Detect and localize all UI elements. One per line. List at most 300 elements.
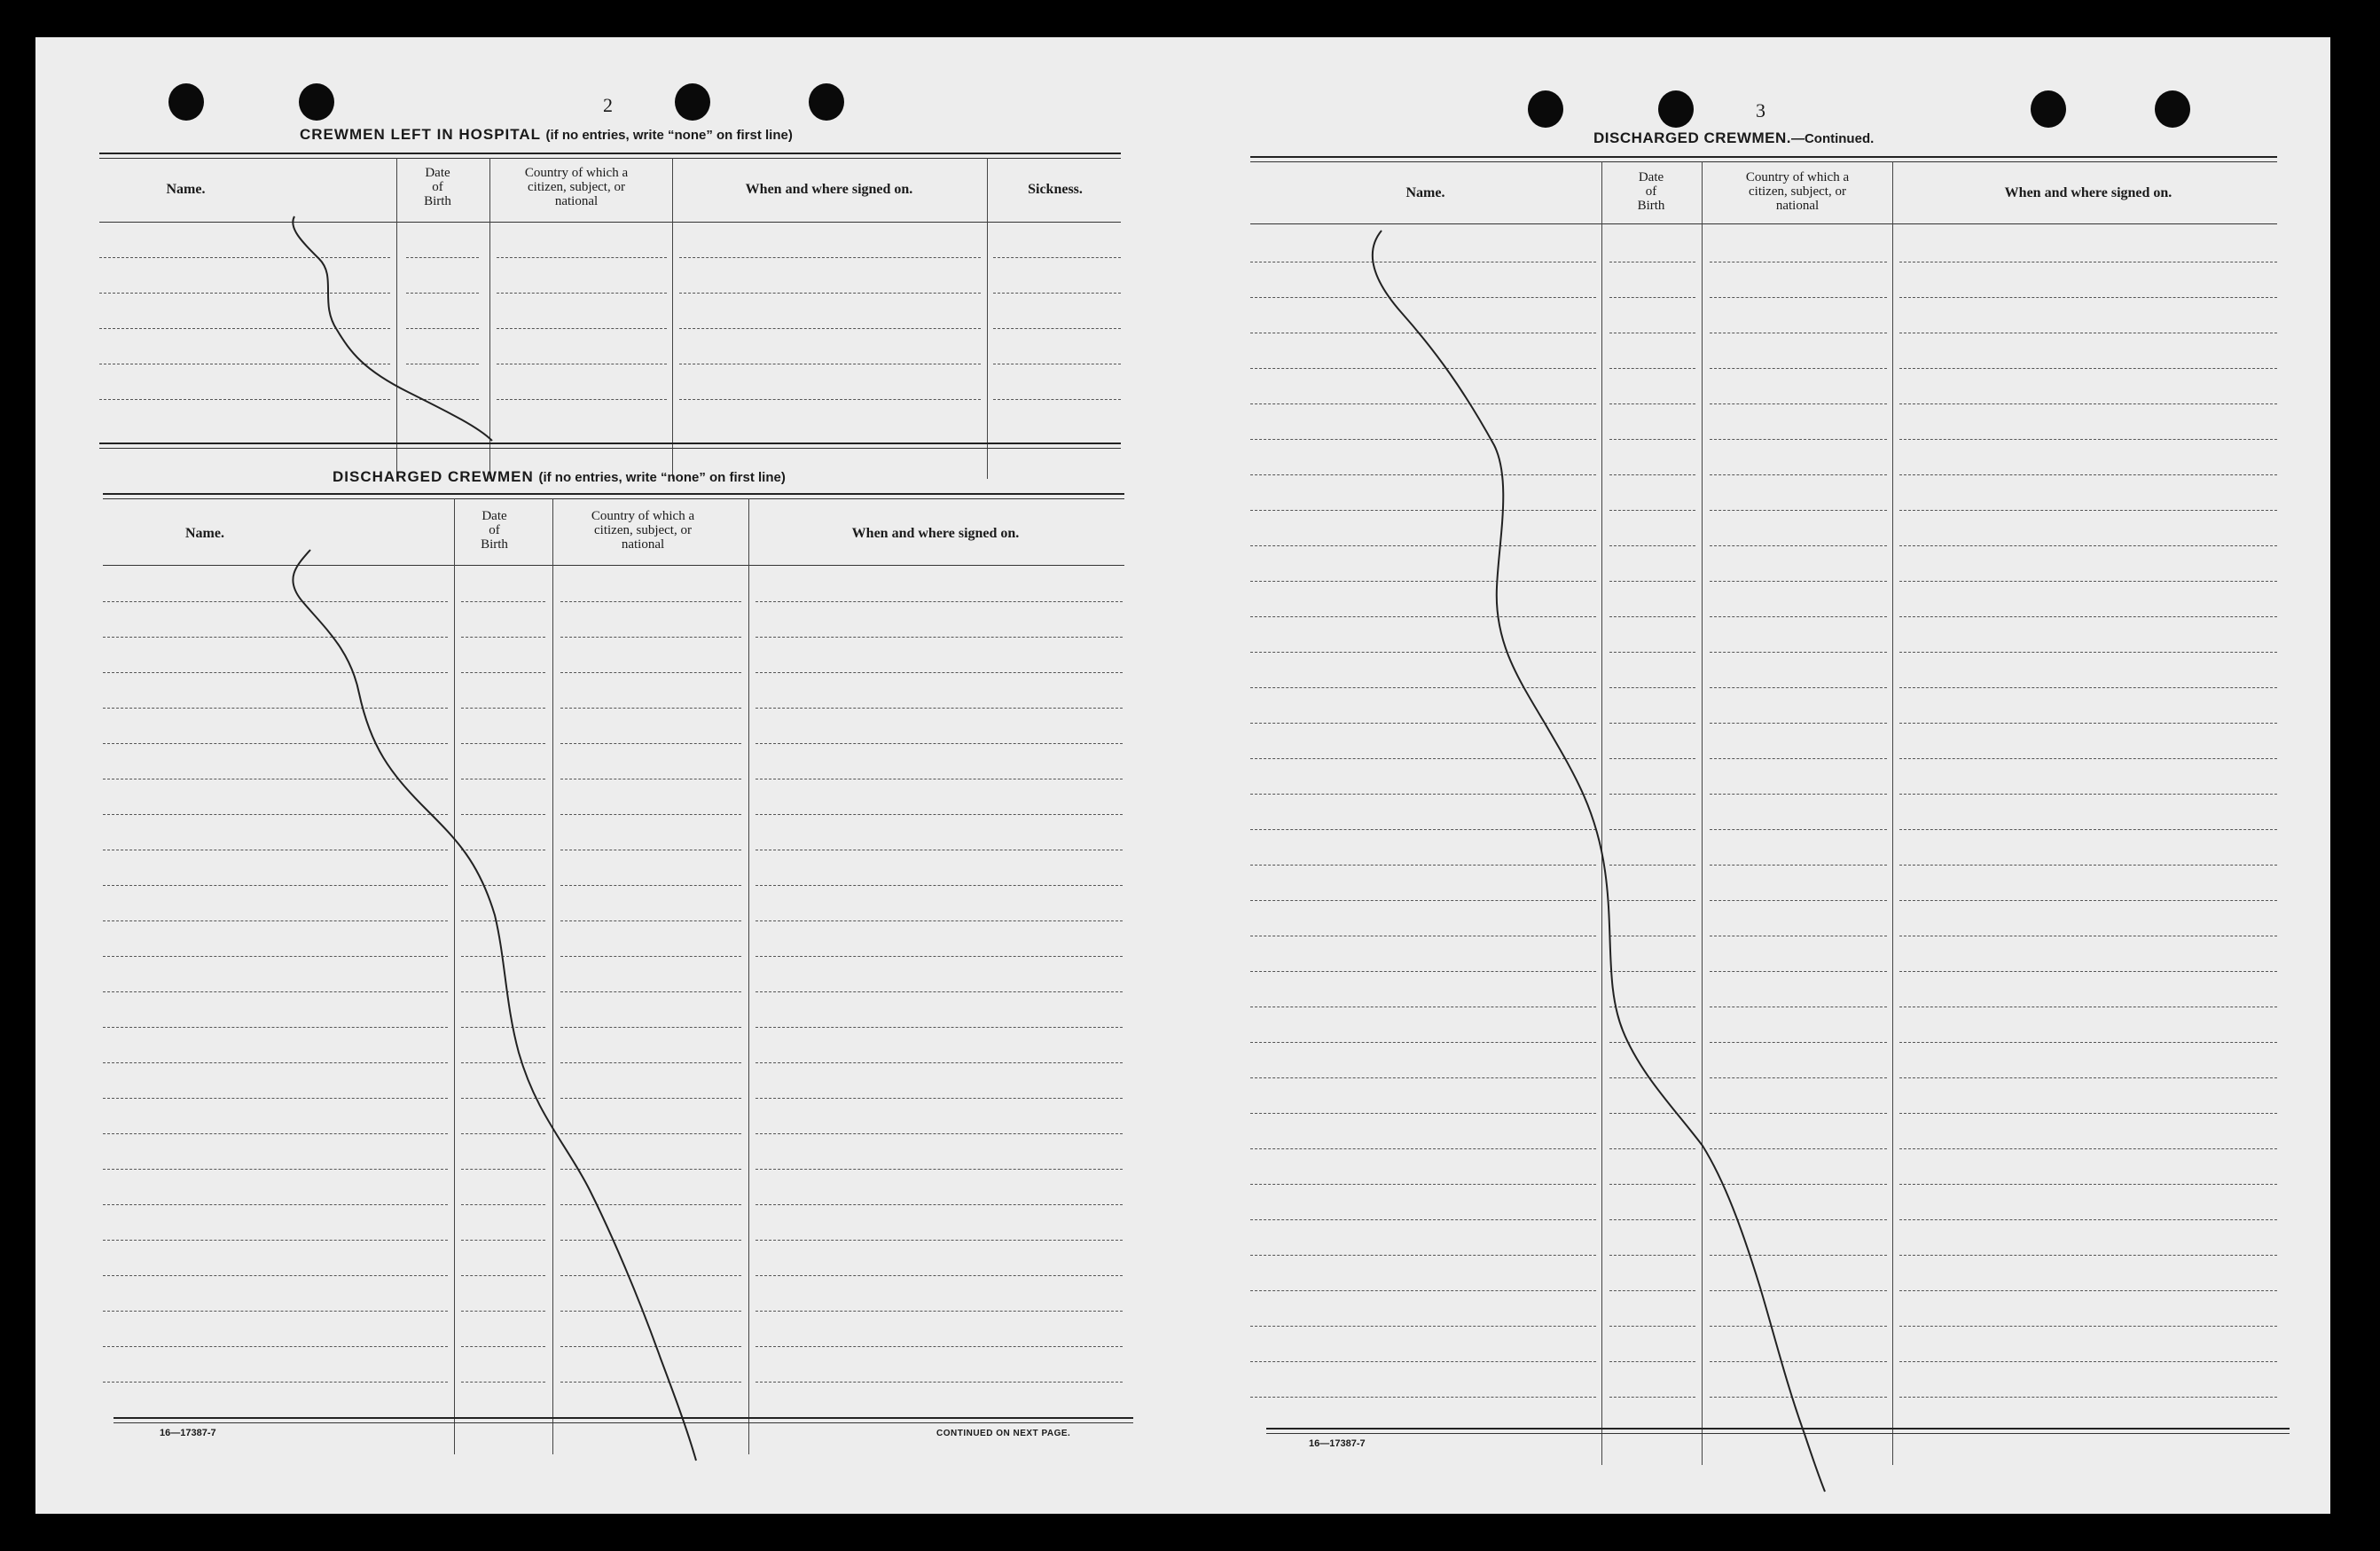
discharged-entry-line	[103, 1275, 448, 1276]
right-entry-line	[1609, 474, 1695, 475]
discharged-entry-line	[461, 637, 545, 638]
discharged-entry-line	[560, 1133, 741, 1134]
discharged-entry-line	[103, 991, 448, 992]
hospital-col-dob	[395, 166, 480, 208]
discharged-entry-line	[461, 991, 545, 992]
country-line: Country of which a	[524, 166, 629, 180]
right-entry-line	[1250, 900, 1596, 901]
discharged-entry-line	[560, 743, 741, 744]
discharged-entry-line	[103, 1133, 448, 1134]
discharged-entry-line	[103, 885, 448, 886]
discharged-entry-line	[103, 1169, 448, 1170]
discharged-entry-line	[755, 743, 1123, 744]
discharged-entry-line	[560, 708, 741, 709]
right-entry-line	[1609, 616, 1695, 617]
discharged-bottom-rule	[114, 1417, 1133, 1419]
hospital-col-name: Name.	[166, 182, 206, 197]
hospital-bottom-rule-2	[99, 448, 1121, 449]
right-entry-line	[1710, 1397, 1887, 1398]
discharged-entry-line	[755, 601, 1123, 602]
right-entry-line	[1250, 1148, 1596, 1149]
right-entry-line	[1609, 1361, 1695, 1362]
discharged-entry-line	[103, 637, 448, 638]
right-entry-line	[1250, 1326, 1596, 1327]
right-entry-line	[1609, 1113, 1695, 1114]
discharged-entry-line	[461, 743, 545, 744]
dob-line: of	[432, 180, 443, 194]
right-entry-line	[1250, 758, 1596, 759]
right-entry-line	[1250, 1042, 1596, 1043]
right-entry-line	[1609, 439, 1695, 440]
hospital-entry-line	[406, 293, 479, 294]
right-entry-line	[1899, 687, 2277, 688]
discharged-entry-line	[461, 1346, 545, 1347]
right-entry-line	[1609, 1255, 1695, 1256]
discharged-entry-line	[560, 1062, 741, 1063]
discharged-entry-line	[103, 601, 448, 602]
hospital-entry-line	[497, 399, 667, 400]
right-entry-line	[1710, 1077, 1887, 1078]
right-col-dob	[1602, 170, 1700, 213]
right-entry-line	[1250, 581, 1596, 582]
right-entry-line	[1250, 510, 1596, 511]
punch-hole	[299, 83, 334, 121]
punch-hole	[809, 83, 844, 121]
right-entry-line	[1609, 723, 1695, 724]
right-entry-line	[1710, 687, 1887, 688]
right-entry-line	[1899, 1326, 2277, 1327]
discharged-entry-line	[560, 991, 741, 992]
country-line: citizen, subject, or	[594, 523, 692, 537]
discharged-col-divider	[748, 498, 749, 1454]
discharged-entry-line	[560, 1240, 741, 1241]
discharged-entry-line	[560, 601, 741, 602]
dob-line: Date	[425, 166, 450, 180]
discharged-entry-line	[755, 1275, 1123, 1276]
hospital-entry-line	[993, 399, 1121, 400]
discharged-entry-line	[755, 991, 1123, 992]
right-entry-line	[1609, 687, 1695, 688]
right-entry-line	[1899, 439, 2277, 440]
right-entry-line	[1899, 368, 2277, 369]
hospital-section-title	[300, 126, 793, 144]
right-entry-line	[1609, 1184, 1695, 1185]
hospital-entry-line	[99, 328, 390, 329]
right-entry-line	[1250, 865, 1596, 866]
punch-hole	[2155, 90, 2190, 128]
discharged-entry-line	[755, 1204, 1123, 1205]
right-entry-line	[1710, 900, 1887, 901]
right-entry-line	[1609, 1042, 1695, 1043]
discharged-entry-line	[461, 1169, 545, 1170]
discharged-entry-line	[461, 920, 545, 921]
discharged-top-rule-2	[103, 498, 1124, 499]
discharged-col-name: Name.	[185, 526, 224, 541]
right-entry-line	[1899, 1077, 2277, 1078]
hospital-entry-line	[406, 257, 479, 258]
continued-note: CONTINUED ON NEXT PAGE.	[936, 1429, 1071, 1438]
hospital-col-divider	[672, 158, 673, 479]
right-entry-line	[1250, 687, 1596, 688]
right-void-line	[1373, 231, 1825, 1492]
discharged-entry-line	[755, 1382, 1123, 1383]
punch-hole	[675, 83, 710, 121]
right-entry-line	[1710, 1290, 1887, 1291]
right-entry-line	[1899, 758, 2277, 759]
discharged-entry-line	[461, 1204, 545, 1205]
discharged-col-country	[550, 509, 736, 552]
discharged-entry-line	[461, 885, 545, 886]
right-entry-line	[1609, 297, 1695, 298]
right-entry-line	[1710, 1113, 1887, 1114]
discharged-entry-line	[755, 885, 1123, 886]
right-entry-line	[1710, 545, 1887, 546]
hospital-title-note: (if no entries, write “none” on first line)	[545, 128, 793, 143]
hospital-header-rule	[99, 222, 1121, 223]
right-entry-line	[1250, 474, 1596, 475]
right-entry-line	[1609, 1219, 1695, 1220]
right-entry-line	[1250, 545, 1596, 546]
discharged-entry-line	[755, 1133, 1123, 1134]
dob-line: Date	[481, 509, 507, 523]
right-entry-line	[1609, 1397, 1695, 1398]
hospital-entry-line	[497, 257, 667, 258]
right-entry-line	[1250, 1397, 1596, 1398]
right-entry-line	[1710, 1255, 1887, 1256]
right-col-divider	[1702, 161, 1703, 1465]
right-header-rule	[1250, 223, 2277, 224]
discharged-entry-line	[560, 1027, 741, 1028]
discharged-col-divider	[552, 498, 553, 1454]
right-entry-line	[1250, 1113, 1596, 1114]
punch-hole	[1658, 90, 1694, 128]
dob-line: of	[489, 523, 500, 537]
hospital-entry-line	[99, 293, 390, 294]
hospital-entry-line	[99, 257, 390, 258]
right-entry-line	[1609, 545, 1695, 546]
discharged-entry-line	[103, 956, 448, 957]
discharged-entry-line	[755, 956, 1123, 957]
right-entry-line	[1250, 1290, 1596, 1291]
discharged-entry-line	[755, 637, 1123, 638]
dob-line: Birth	[1637, 199, 1665, 213]
right-entry-line	[1710, 297, 1887, 298]
form-code-left: 16—17387-7	[160, 1428, 216, 1438]
right-title-suffix: —Continued.	[1790, 131, 1875, 146]
discharged-entry-line	[461, 1382, 545, 1383]
right-entry-line	[1710, 1148, 1887, 1149]
country-line: national	[554, 194, 599, 208]
discharged-entry-line	[103, 708, 448, 709]
discharged-top-rule	[103, 493, 1124, 495]
discharged-void-line	[293, 550, 696, 1461]
dob-line: Birth	[424, 194, 451, 208]
right-entry-line	[1710, 1326, 1887, 1327]
right-entry-line	[1899, 794, 2277, 795]
discharged-entry-line	[755, 708, 1123, 709]
hospital-title-text: CREWMEN LEFT IN HOSPITAL	[300, 126, 541, 143]
right-entry-line	[1250, 368, 1596, 369]
country-line: citizen, subject, or	[1749, 184, 1846, 199]
discharged-entry-line	[755, 1027, 1123, 1028]
right-entry-line	[1710, 1184, 1887, 1185]
discharged-entry-line	[103, 1346, 448, 1347]
right-entry-line	[1710, 829, 1887, 830]
right-entry-line	[1250, 723, 1596, 724]
dob-line: of	[1645, 184, 1657, 199]
hospital-entry-line	[993, 293, 1121, 294]
discharged-col-signed: When and where signed on.	[851, 526, 1020, 541]
discharged-entry-line	[461, 956, 545, 957]
discharged-entry-line	[103, 1204, 448, 1205]
hospital-entry-line	[406, 399, 479, 400]
hospital-bottom-rule	[99, 443, 1121, 444]
right-entry-line	[1250, 1255, 1596, 1256]
discharged-entry-line	[103, 1027, 448, 1028]
right-entry-line	[1899, 1255, 2277, 1256]
discharged-entry-line	[560, 920, 741, 921]
hospital-entry-line	[406, 328, 479, 329]
page-number-left: 2	[603, 94, 613, 116]
right-entry-line	[1609, 865, 1695, 866]
discharged-bottom-rule-2	[114, 1422, 1133, 1423]
hospital-entry-line	[679, 293, 981, 294]
right-entry-line	[1710, 403, 1887, 404]
hospital-col-sickness: Sickness.	[1028, 182, 1083, 197]
right-top-rule-2	[1250, 161, 2277, 162]
right-entry-line	[1899, 652, 2277, 653]
discharged-entry-line	[461, 1027, 545, 1028]
discharged-entry-line	[461, 708, 545, 709]
right-entry-line	[1609, 1148, 1695, 1149]
right-entry-line	[1710, 581, 1887, 582]
form-code-right: 16—17387-7	[1309, 1438, 1366, 1449]
hospital-entry-line	[497, 293, 667, 294]
hospital-top-rule-2	[99, 158, 1121, 159]
hospital-entry-line	[679, 399, 981, 400]
discharged-entry-line	[560, 672, 741, 673]
dob-line: Birth	[481, 537, 508, 552]
punch-hole	[2031, 90, 2066, 128]
hospital-entry-line	[99, 399, 390, 400]
discharged-entry-line	[461, 1098, 545, 1099]
hospital-col-divider	[489, 158, 490, 479]
hospital-entry-line	[993, 328, 1121, 329]
discharged-col-divider	[454, 498, 455, 1454]
discharged-entry-line	[560, 637, 741, 638]
discharged-col-dob	[452, 509, 536, 552]
right-bottom-rule-2	[1266, 1433, 2290, 1434]
right-entry-line	[1609, 1290, 1695, 1291]
right-entry-line	[1899, 971, 2277, 972]
hospital-col-country	[488, 166, 665, 208]
right-entry-line	[1899, 403, 2277, 404]
right-entry-line	[1710, 510, 1887, 511]
right-entry-line	[1899, 900, 2277, 901]
right-entry-line	[1710, 723, 1887, 724]
discharged-entry-line	[560, 1275, 741, 1276]
right-entry-line	[1609, 1326, 1695, 1327]
hospital-entry-line	[679, 257, 981, 258]
discharged-entry-line	[755, 1311, 1123, 1312]
discharged-entry-line	[755, 920, 1123, 921]
discharged-entry-line	[461, 1062, 545, 1063]
hospital-entry-line	[993, 257, 1121, 258]
right-entry-line	[1250, 297, 1596, 298]
page-number-right: 3	[1756, 99, 1765, 121]
discharged-entry-line	[755, 1240, 1123, 1241]
right-entry-line	[1609, 368, 1695, 369]
right-entry-line	[1899, 510, 2277, 511]
right-entry-line	[1250, 1184, 1596, 1185]
discharged-entry-line	[755, 1346, 1123, 1347]
hospital-entry-line	[497, 328, 667, 329]
discharged-entry-line	[103, 1062, 448, 1063]
hospital-col-signed: When and where signed on.	[745, 182, 913, 197]
discharged-entry-line	[103, 1311, 448, 1312]
right-entry-line	[1710, 865, 1887, 866]
right-entry-line	[1899, 1290, 2277, 1291]
discharged-entry-line	[461, 1133, 545, 1134]
right-entry-line	[1899, 1361, 2277, 1362]
right-entry-line	[1899, 474, 2277, 475]
hospital-col-divider	[396, 158, 397, 479]
discharged-entry-line	[560, 885, 741, 886]
right-entry-line	[1609, 829, 1695, 830]
discharged-entry-line	[461, 1311, 545, 1312]
right-entry-line	[1710, 794, 1887, 795]
discharged-entry-line	[461, 672, 545, 673]
discharged-entry-line	[103, 1098, 448, 1099]
right-col-divider	[1601, 161, 1602, 1465]
discharged-entry-line	[103, 1382, 448, 1383]
right-entry-line	[1609, 900, 1695, 901]
discharged-entry-line	[560, 1098, 741, 1099]
hospital-col-divider	[987, 158, 988, 479]
right-col-country	[1704, 170, 1891, 213]
right-title-text: DISCHARGED CREWMEN.	[1593, 129, 1791, 146]
right-top-rule	[1250, 156, 2277, 158]
discharged-entry-line	[103, 743, 448, 744]
right-entry-line	[1250, 1077, 1596, 1078]
right-entry-line	[1710, 368, 1887, 369]
right-entry-line	[1609, 652, 1695, 653]
discharged-entry-line	[560, 1382, 741, 1383]
discharged-title-note: (if no entries, write “none” on first line)	[538, 470, 786, 485]
right-bottom-rule	[1266, 1428, 2290, 1430]
right-entry-line	[1710, 439, 1887, 440]
discharged-entry-line	[461, 1240, 545, 1241]
right-entry-line	[1250, 652, 1596, 653]
hospital-top-rule	[99, 153, 1121, 154]
right-entry-line	[1710, 758, 1887, 759]
void-scribble-marks	[35, 37, 2330, 1514]
discharged-entry-line	[560, 814, 741, 815]
right-col-name: Name.	[1405, 185, 1445, 200]
right-entry-line	[1899, 723, 2277, 724]
country-line: citizen, subject, or	[528, 180, 625, 194]
right-entry-line	[1899, 581, 2277, 582]
right-entry-line	[1609, 510, 1695, 511]
right-section-title	[1593, 129, 1874, 147]
discharged-entry-line	[103, 814, 448, 815]
right-entry-line	[1250, 1361, 1596, 1362]
country-line: Country of which a	[1745, 170, 1850, 184]
hospital-entry-line	[679, 328, 981, 329]
discharged-entry-line	[560, 1204, 741, 1205]
right-entry-line	[1899, 1042, 2277, 1043]
discharged-entry-line	[461, 1275, 545, 1276]
right-entry-line	[1899, 297, 2277, 298]
right-entry-line	[1609, 971, 1695, 972]
discharged-entry-line	[103, 1240, 448, 1241]
punch-hole	[1528, 90, 1563, 128]
discharged-section-title	[333, 468, 786, 486]
discharged-entry-line	[560, 956, 741, 957]
right-entry-line	[1710, 1219, 1887, 1220]
right-entry-line	[1609, 403, 1695, 404]
right-entry-line	[1899, 865, 2277, 866]
right-entry-line	[1899, 545, 2277, 546]
discharged-entry-line	[103, 920, 448, 921]
discharged-title-text: DISCHARGED CREWMEN	[333, 468, 534, 485]
discharged-entry-line	[103, 672, 448, 673]
right-entry-line	[1899, 616, 2277, 617]
right-entry-line	[1609, 794, 1695, 795]
dob-line: Date	[1638, 170, 1664, 184]
right-col-divider	[1892, 161, 1893, 1465]
right-entry-line	[1250, 403, 1596, 404]
right-entry-line	[1710, 474, 1887, 475]
discharged-entry-line	[560, 1346, 741, 1347]
discharged-entry-line	[560, 1311, 741, 1312]
right-col-signed: When and where signed on.	[2004, 185, 2173, 200]
right-entry-line	[1250, 971, 1596, 972]
discharged-entry-line	[461, 814, 545, 815]
right-entry-line	[1609, 581, 1695, 582]
right-entry-line	[1250, 794, 1596, 795]
right-entry-line	[1899, 1184, 2277, 1185]
right-entry-line	[1899, 1397, 2277, 1398]
punch-hole	[168, 83, 204, 121]
right-entry-line	[1250, 616, 1596, 617]
right-entry-line	[1609, 1077, 1695, 1078]
document-sheet	[35, 37, 2330, 1514]
country-line: Country of which a	[591, 509, 695, 523]
right-entry-line	[1710, 971, 1887, 972]
discharged-entry-line	[755, 814, 1123, 815]
right-entry-line	[1899, 829, 2277, 830]
discharged-entry-line	[755, 1098, 1123, 1099]
right-entry-line	[1710, 652, 1887, 653]
country-line: national	[621, 537, 665, 552]
right-entry-line	[1710, 1361, 1887, 1362]
right-entry-line	[1899, 1148, 2277, 1149]
discharged-header-rule	[103, 565, 1124, 566]
right-entry-line	[1899, 1219, 2277, 1220]
right-entry-line	[1899, 1113, 2277, 1114]
right-entry-line	[1250, 439, 1596, 440]
right-entry-line	[1250, 1219, 1596, 1220]
discharged-entry-line	[755, 1169, 1123, 1170]
right-entry-line	[1609, 758, 1695, 759]
discharged-entry-line	[560, 1169, 741, 1170]
discharged-entry-line	[755, 1062, 1123, 1063]
discharged-entry-line	[755, 672, 1123, 673]
right-entry-line	[1250, 829, 1596, 830]
right-entry-line	[1710, 616, 1887, 617]
right-entry-line	[1710, 1042, 1887, 1043]
